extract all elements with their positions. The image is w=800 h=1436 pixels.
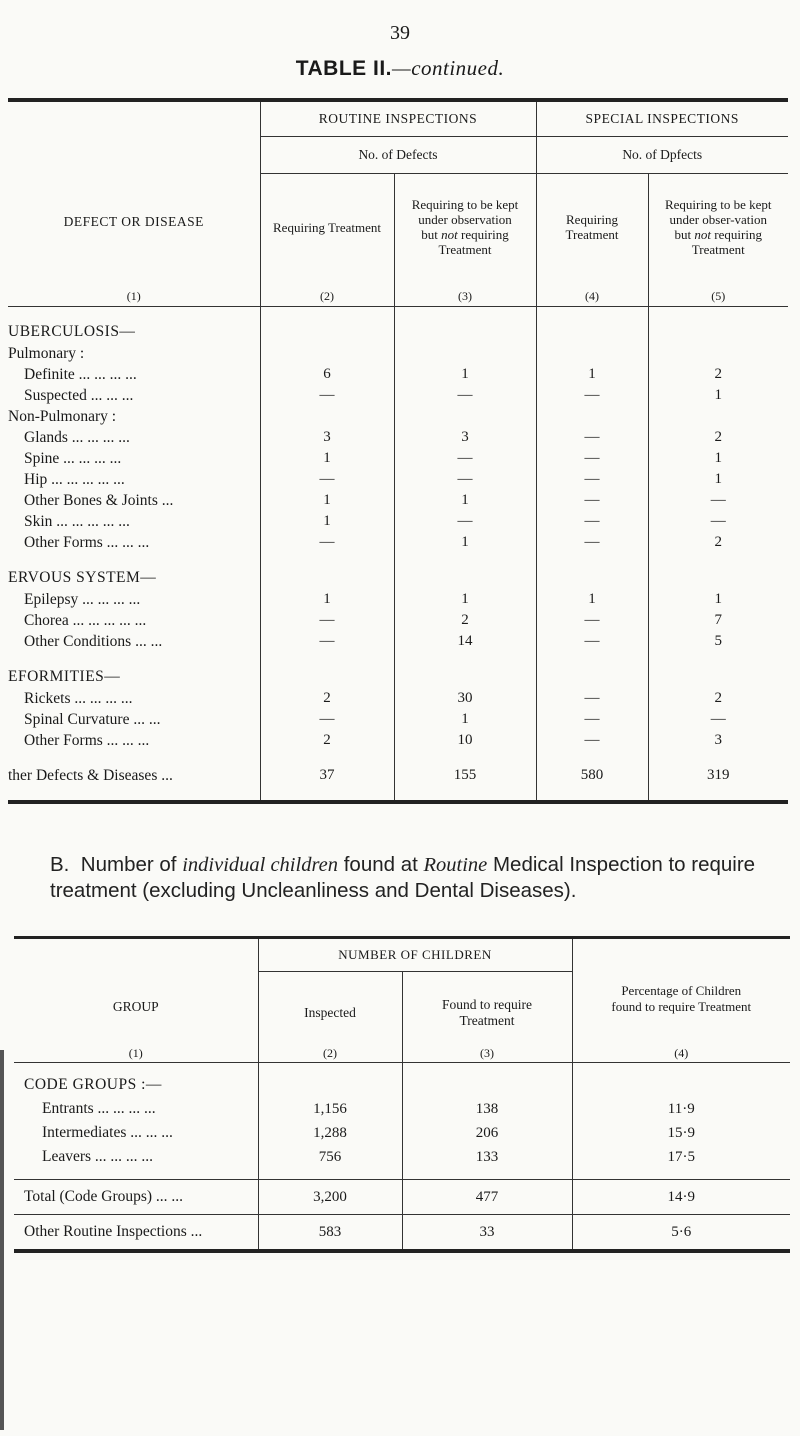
header-number-of-children: NUMBER OF CHILDREN xyxy=(258,939,572,972)
special-observation-cell: 5 xyxy=(648,631,788,652)
routine-observation-cell xyxy=(394,406,536,427)
defect-label: Other Bones & Joints ... xyxy=(24,491,174,509)
defect-label: Glands ... ... ... ... xyxy=(24,428,130,446)
special-treatment-cell: 580 xyxy=(536,765,648,786)
routine-treatment-cell: — xyxy=(260,631,394,652)
header-col5: Requiring to be kept under obser-vation but not requiring Treatment xyxy=(648,174,788,283)
special-treatment-cell: — xyxy=(536,709,648,730)
special-treatment-cell xyxy=(536,343,648,364)
defect-row xyxy=(8,688,788,709)
found-cell: 477 xyxy=(402,1180,572,1215)
special-observation-cell: 1 xyxy=(648,469,788,490)
special-treatment-cell: 1 xyxy=(536,589,648,610)
special-observation-cell: 3 xyxy=(648,730,788,751)
header-routine-no-of-defects: No. of Defects xyxy=(260,137,536,174)
defect-label: Other Forms ... ... ... xyxy=(24,731,150,749)
defect-row xyxy=(8,343,788,364)
special-observation-cell: 2 xyxy=(648,532,788,553)
t2-col-number-3: (3) xyxy=(402,1040,572,1063)
routine-treatment-cell: — xyxy=(260,532,394,553)
special-treatment-cell: — xyxy=(536,631,648,652)
code-groups-heading: CODE GROUPS :— xyxy=(24,1076,162,1093)
routine-observation-cell: — xyxy=(394,385,536,406)
routine-treatment-cell xyxy=(260,343,394,364)
section-heading: EFORMITIES— xyxy=(8,668,121,685)
special-treatment-cell xyxy=(536,406,648,427)
children-table xyxy=(14,936,790,1253)
special-treatment-cell: — xyxy=(536,688,648,709)
special-observation-cell: 1 xyxy=(648,448,788,469)
routine-observation-cell: 14 xyxy=(394,631,536,652)
routine-observation-cell: 2 xyxy=(394,610,536,631)
special-observation-cell: 1 xyxy=(648,385,788,406)
inspected-cell: 756 xyxy=(258,1145,402,1169)
t2-col-number-4: (4) xyxy=(572,1040,790,1063)
defect-row xyxy=(8,631,788,652)
defect-row xyxy=(8,589,788,610)
defect-row xyxy=(8,765,788,786)
special-treatment-cell: — xyxy=(536,490,648,511)
header-special-inspections: SPECIAL INSPECTIONS xyxy=(536,102,788,137)
table-title-continued: —continued. xyxy=(392,56,505,80)
routine-treatment-cell: 37 xyxy=(260,765,394,786)
defect-label: Other Conditions ... ... xyxy=(24,632,163,650)
special-observation-cell: 2 xyxy=(648,427,788,448)
routine-observation-cell xyxy=(394,343,536,364)
special-treatment-cell: — xyxy=(536,385,648,406)
routine-observation-cell: — xyxy=(394,469,536,490)
routine-treatment-cell: 1 xyxy=(260,589,394,610)
special-treatment-cell: — xyxy=(536,448,648,469)
section-heading: ERVOUS SYSTEM— xyxy=(8,569,157,586)
found-cell: 133 xyxy=(402,1145,572,1169)
routine-observation-cell: 1 xyxy=(394,532,536,553)
row-label: Other Routine Inspections ... xyxy=(14,1215,258,1252)
routine-observation-cell: 1 xyxy=(394,589,536,610)
header-col2: Requiring Treatment xyxy=(260,174,394,283)
section-heading-row xyxy=(8,321,788,343)
special-observation-cell: — xyxy=(648,511,788,532)
special-observation-cell xyxy=(648,343,788,364)
defect-label: Spinal Curvature ... ... xyxy=(24,710,161,728)
routine-observation-cell: — xyxy=(394,511,536,532)
defect-row xyxy=(8,532,788,553)
col-number-2: (2) xyxy=(260,282,394,307)
inspected-cell: 1,156 xyxy=(258,1097,402,1121)
defect-label: Skin ... ... ... ... ... xyxy=(24,512,130,530)
total-row xyxy=(14,1180,790,1215)
routine-treatment-cell: — xyxy=(260,469,394,490)
special-observation-cell xyxy=(648,406,788,427)
special-treatment-cell: — xyxy=(536,532,648,553)
routine-observation-cell: 3 xyxy=(394,427,536,448)
routine-treatment-cell xyxy=(260,406,394,427)
code-group-row xyxy=(14,1097,790,1121)
page-number: 39 xyxy=(390,22,410,44)
inspected-cell: 3,200 xyxy=(258,1180,402,1215)
other-routine-row xyxy=(14,1215,790,1252)
inspected-cell: 1,288 xyxy=(258,1121,402,1145)
header-col4: Requiring Treatment xyxy=(536,174,648,283)
defect-label: Suspected ... ... ... xyxy=(24,386,134,404)
section-heading-row xyxy=(8,567,788,589)
header-percentage: Percentage of Children found to require Treatment xyxy=(572,939,790,1040)
col-number-3: (3) xyxy=(394,282,536,307)
t2-col-number-2: (2) xyxy=(258,1040,402,1063)
percentage-cell: 11·9 xyxy=(572,1097,790,1121)
defect-row xyxy=(8,511,788,532)
defect-row xyxy=(8,448,788,469)
defect-row xyxy=(8,385,788,406)
routine-treatment-cell: 2 xyxy=(260,730,394,751)
section-heading-row xyxy=(8,666,788,688)
routine-observation-cell: — xyxy=(394,448,536,469)
routine-treatment-cell: 2 xyxy=(260,688,394,709)
routine-treatment-cell: 6 xyxy=(260,364,394,385)
defect-row xyxy=(8,406,788,427)
routine-observation-cell: 1 xyxy=(394,490,536,511)
special-treatment-cell: — xyxy=(536,511,648,532)
section-b-heading: B. Number of individual children found at Routine Medical Inspection to require treatment (excluding Uncleanliness and Dental Diseases). xyxy=(50,853,756,902)
special-observation-cell: — xyxy=(648,709,788,730)
table-title-main: TABLE II. xyxy=(295,57,393,80)
col-number-5: (5) xyxy=(648,282,788,307)
defect-row xyxy=(8,730,788,751)
found-cell: 206 xyxy=(402,1121,572,1145)
row-label: Total (Code Groups) ... ... xyxy=(14,1180,258,1215)
routine-treatment-cell: — xyxy=(260,385,394,406)
special-observation-cell: 2 xyxy=(648,364,788,385)
header-inspected: Inspected xyxy=(258,972,402,1041)
col-number-1: (1) xyxy=(8,282,260,307)
defect-label: Spine ... ... ... ... xyxy=(24,449,122,467)
section-heading: UBERCULOSIS— xyxy=(8,323,136,340)
routine-observation-cell: 1 xyxy=(394,709,536,730)
routine-treatment-cell: — xyxy=(260,709,394,730)
special-treatment-cell: 1 xyxy=(536,364,648,385)
percentage-cell: 17·5 xyxy=(572,1145,790,1169)
defect-label: Hip ... ... ... ... ... xyxy=(24,470,125,488)
row-label: Leavers ... ... ... ... xyxy=(42,1148,154,1165)
special-observation-cell: 1 xyxy=(648,589,788,610)
defect-label: ther Defects & Diseases ... xyxy=(8,766,173,784)
defect-label: Pulmonary : xyxy=(8,344,85,362)
routine-observation-cell: 1 xyxy=(394,364,536,385)
defect-row xyxy=(8,610,788,631)
header-col3: Requiring to be kept under observation but not requiring Treatment xyxy=(394,174,536,283)
defect-row xyxy=(8,709,788,730)
found-cell: 33 xyxy=(402,1215,572,1252)
header-special-no-of-defects: No. of Dpfects xyxy=(536,137,788,174)
special-observation-cell: — xyxy=(648,490,788,511)
special-observation-cell: 2 xyxy=(648,688,788,709)
routine-observation-cell: 155 xyxy=(394,765,536,786)
row-label: Entrants ... ... ... ... xyxy=(42,1100,156,1117)
header-group: GROUP xyxy=(112,999,159,1015)
defect-label: Rickets ... ... ... ... xyxy=(24,689,133,707)
header-routine-inspections: ROUTINE INSPECTIONS xyxy=(260,102,536,137)
code-group-row xyxy=(14,1121,790,1145)
defect-label: Chorea ... ... ... ... ... xyxy=(24,611,147,629)
routine-observation-cell: 30 xyxy=(394,688,536,709)
col-number-4: (4) xyxy=(536,282,648,307)
defects-table xyxy=(8,98,788,804)
special-treatment-cell: — xyxy=(536,469,648,490)
defect-label: Epilepsy ... ... ... ... xyxy=(24,590,141,608)
inspected-cell: 583 xyxy=(258,1215,402,1252)
defect-label: Non-Pulmonary : xyxy=(8,407,117,425)
t2-col-number-1: (1) xyxy=(14,1040,258,1063)
routine-treatment-cell: — xyxy=(260,610,394,631)
row-label: Intermediates ... ... ... xyxy=(42,1124,173,1141)
percentage-cell: 15·9 xyxy=(572,1121,790,1145)
code-group-row xyxy=(14,1145,790,1169)
table-title xyxy=(0,56,800,81)
special-treatment-cell: — xyxy=(536,610,648,631)
defect-row xyxy=(8,364,788,385)
special-treatment-cell: — xyxy=(536,730,648,751)
defect-label: Definite ... ... ... ... xyxy=(24,365,137,383)
percentage-cell: 5·6 xyxy=(572,1215,790,1252)
found-cell: 138 xyxy=(402,1097,572,1121)
defect-row xyxy=(8,490,788,511)
binding-edge-mark xyxy=(0,1050,4,1430)
defect-row xyxy=(8,469,788,490)
special-observation-cell: 7 xyxy=(648,610,788,631)
header-found: Found to require Treatment xyxy=(402,972,572,1041)
special-treatment-cell: — xyxy=(536,427,648,448)
special-observation-cell: 319 xyxy=(648,765,788,786)
routine-treatment-cell: 1 xyxy=(260,448,394,469)
routine-observation-cell: 10 xyxy=(394,730,536,751)
routine-treatment-cell: 1 xyxy=(260,511,394,532)
routine-treatment-cell: 3 xyxy=(260,427,394,448)
defect-label: Other Forms ... ... ... xyxy=(24,533,150,551)
percentage-cell: 14·9 xyxy=(572,1180,790,1215)
defect-row xyxy=(8,427,788,448)
header-defect-or-disease: DEFECT OR DISEASE xyxy=(63,214,204,230)
routine-treatment-cell: 1 xyxy=(260,490,394,511)
